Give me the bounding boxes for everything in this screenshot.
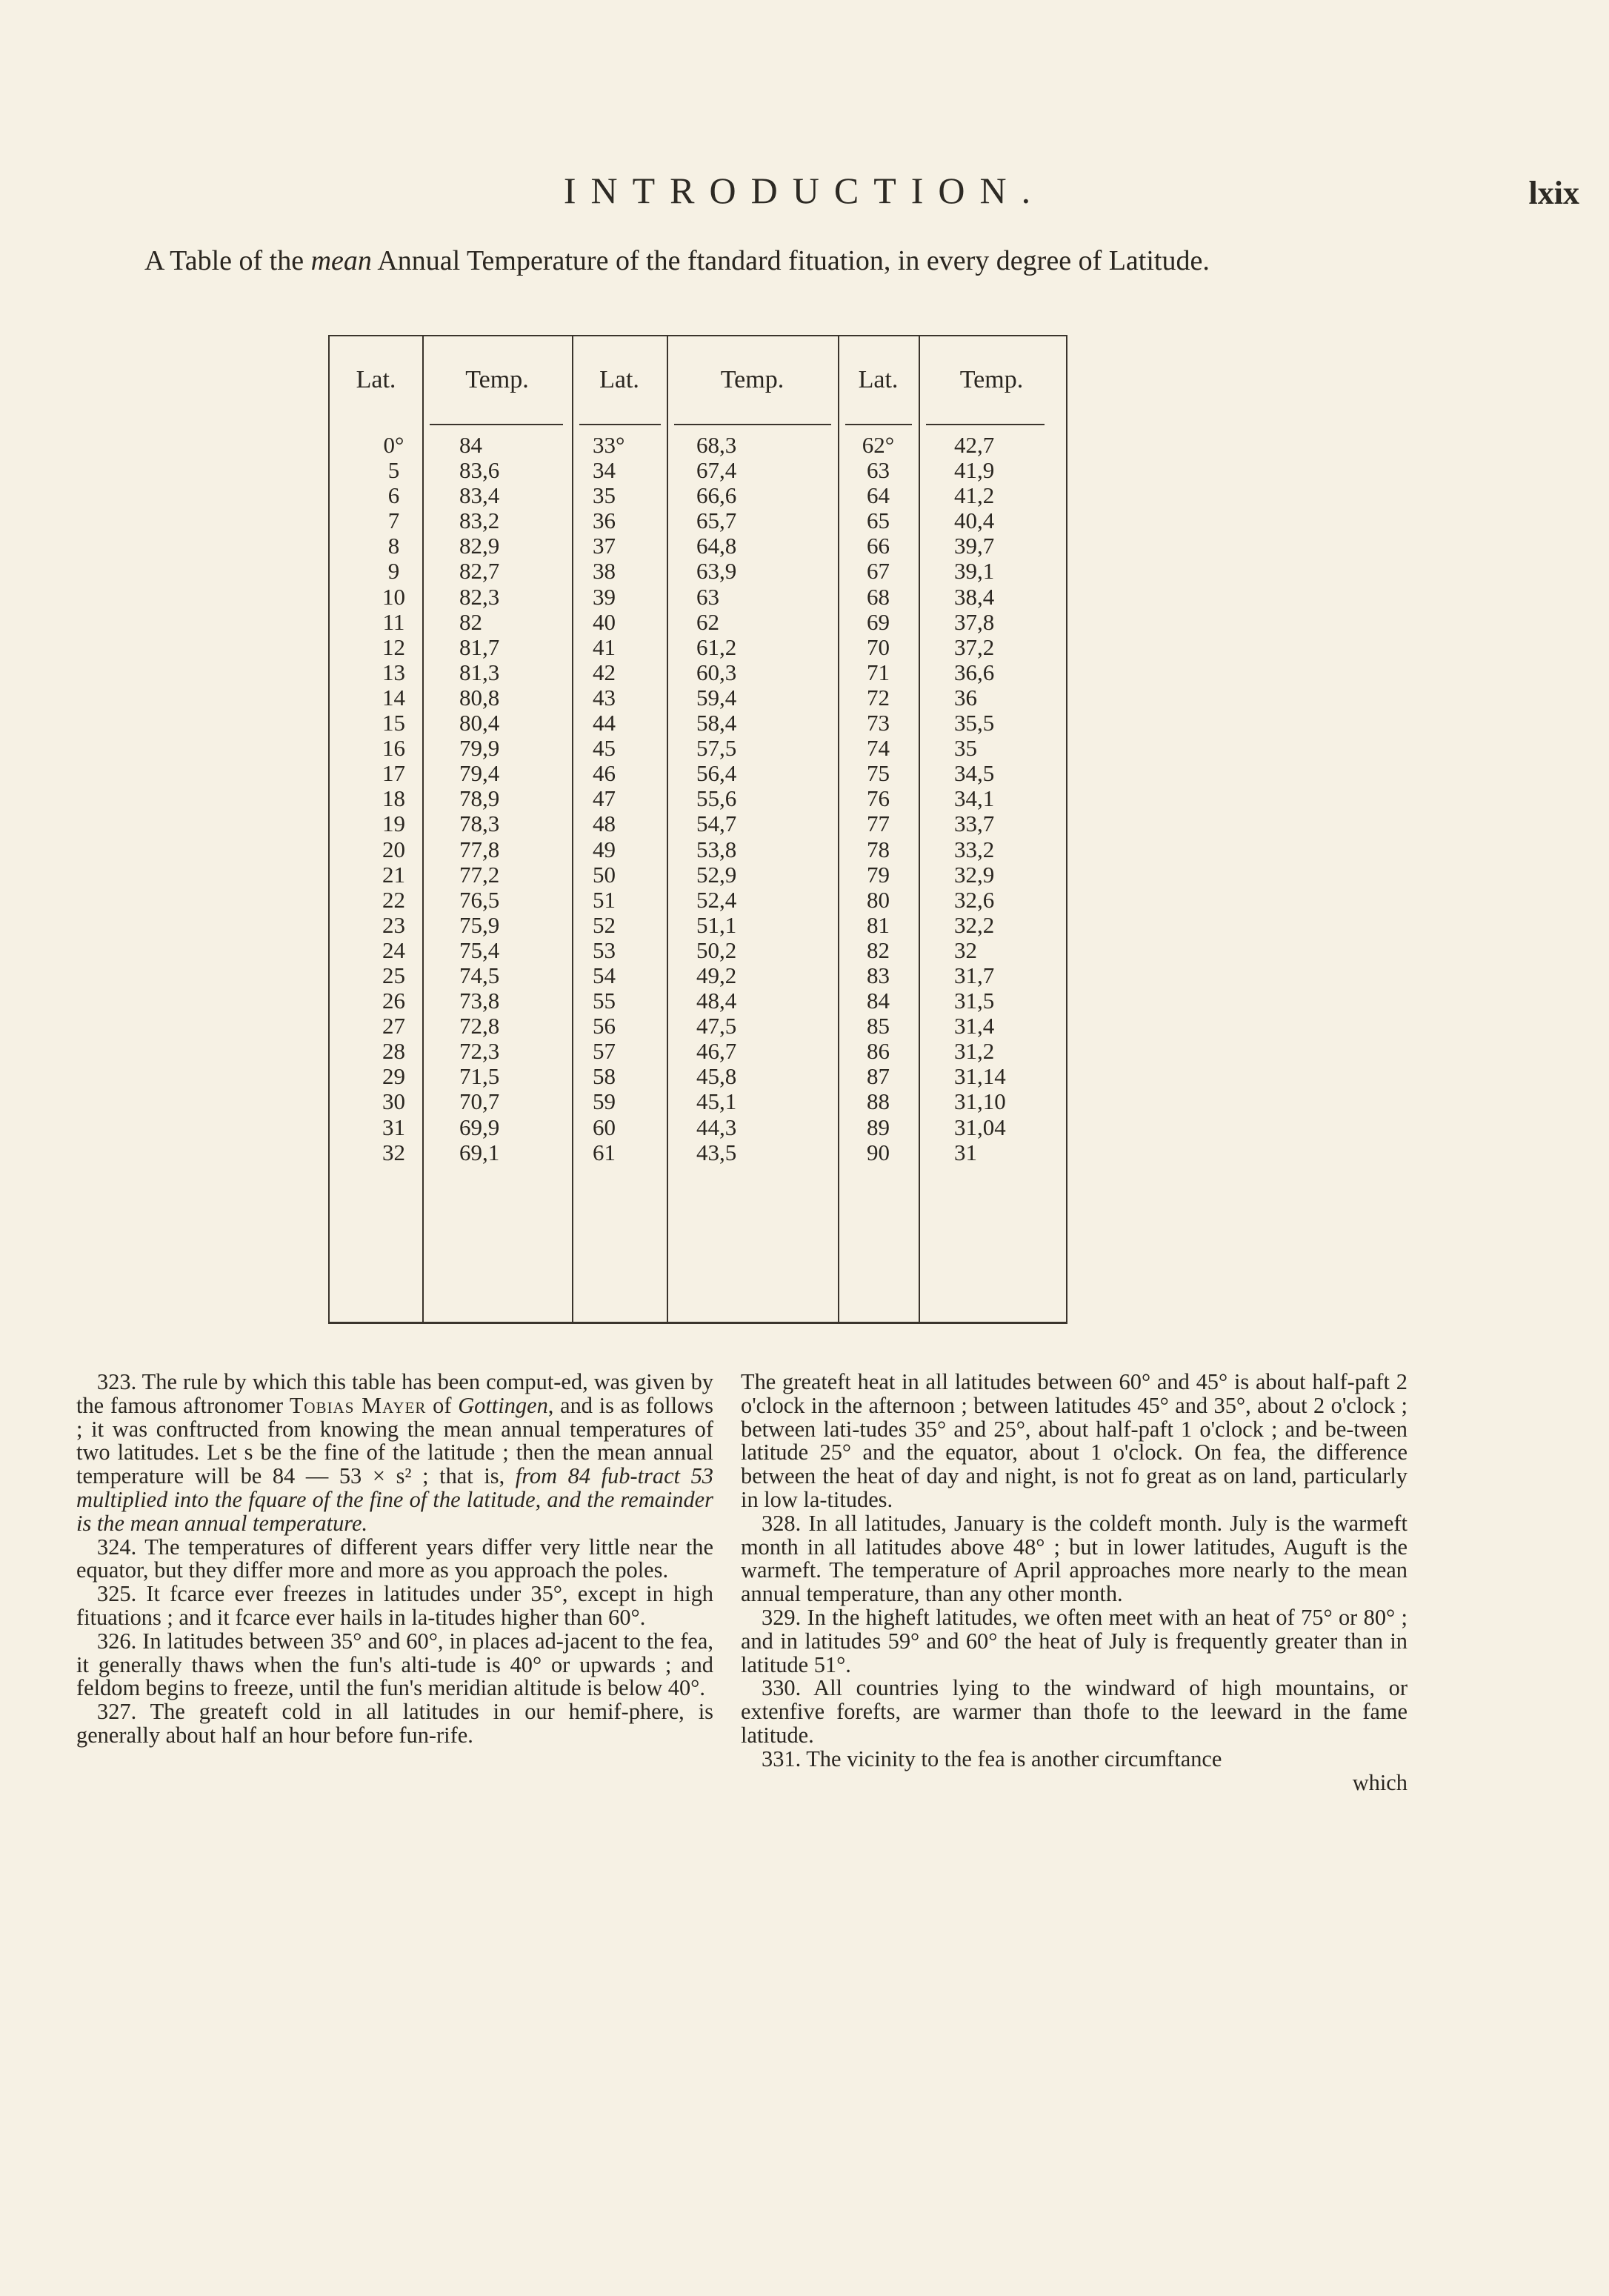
table-cell: 16 <box>382 735 405 762</box>
table-cell: 57 <box>593 1038 616 1065</box>
table-cell: 60,3 <box>696 659 737 685</box>
table-cell: 50,2 <box>696 936 737 963</box>
table-cell: 64,8 <box>696 533 737 559</box>
running-title: INTRODUCTION. <box>563 170 1046 211</box>
table-cell: 39,1 <box>954 558 995 585</box>
p323-place: Gottingen <box>458 1392 548 1418</box>
table-cell: 55 <box>593 988 616 1014</box>
table-cell: 37,2 <box>954 633 995 660</box>
table-cell: 83,6 <box>459 457 500 484</box>
lat-header: Lat. <box>356 366 396 393</box>
table-cell: 69,9 <box>459 1114 500 1140</box>
table-cell: 55,6 <box>696 785 737 812</box>
table-cell: 64 <box>867 482 890 509</box>
table-cell: 45,1 <box>696 1088 737 1115</box>
table-cell: 11 <box>382 608 405 635</box>
table-cell: 86 <box>867 1038 890 1065</box>
page-number: lxix <box>1528 175 1579 211</box>
table-cell: 30 <box>382 1088 405 1115</box>
table-cell: 36 <box>593 508 616 534</box>
table-cell: 25 <box>382 962 405 988</box>
table-cell: 31 <box>954 1139 977 1165</box>
table-cell: 44 <box>593 710 616 736</box>
table-cell: 32,2 <box>954 911 995 938</box>
table-cell: 36,6 <box>954 659 995 685</box>
table-cell: 31,5 <box>954 988 995 1014</box>
table-cell: 31,2 <box>954 1038 995 1065</box>
table-cell: 7 <box>387 508 400 534</box>
table-cell: 62° <box>862 432 895 458</box>
table-cell: 38,4 <box>954 583 995 610</box>
table-cell: 22 <box>382 886 405 913</box>
table-cell: 81,3 <box>459 659 500 685</box>
table-cell: 40,4 <box>954 508 995 534</box>
table-cell: 47 <box>593 785 616 812</box>
table-cell: 58 <box>593 1063 616 1090</box>
table-cell: 6 <box>387 482 400 509</box>
table-cell: 46 <box>593 760 616 787</box>
table-cell: 31,04 <box>954 1114 1006 1140</box>
paragraph-327: 327. The greateft cold in all latitudes in our hemif-phere, is generally about half an hour before fun-rife. <box>76 1699 713 1748</box>
table-cell: 66,6 <box>696 482 737 509</box>
text-column-right <box>741 1371 1408 1794</box>
paragraph-327-continued: The greateft heat in all latitudes between 60° and 45° is about half-paft 2 o'clock in the afternoon ; between latitudes 45° and 35°, about 2 o'clock ; between lati-tudes 35° and 25°, about half-paft 1 o'clock ; and be-tween latitude 25° and the equator, about 1 o'clock. On fea, the difference between the heat of day and night, is not fo great as on land, particularly in low la-titudes. <box>741 1369 1408 1512</box>
caption-text-2: Annual Temperature of the ftandard fituation, in every degree of Latitude. <box>377 245 1210 276</box>
table-cell: 56 <box>593 1013 616 1039</box>
temp-header: Temp. <box>959 366 1024 393</box>
table-cell: 59,4 <box>696 684 737 711</box>
table-cell: 73,8 <box>459 988 500 1014</box>
table-cell: 15 <box>382 710 405 736</box>
table-cell: 90 <box>867 1139 890 1165</box>
table-cell: 9 <box>387 558 400 585</box>
temp-header: Temp. <box>720 366 784 393</box>
p323-rule: from 84 fub-tract 53 multiplied into the fquare of the fine of the latitude, and the remainder is the mean annual temperature. <box>76 1463 713 1536</box>
temp-column-2 <box>667 336 838 1322</box>
table-cell: 49 <box>593 836 616 862</box>
table-cell: 33,7 <box>954 811 995 837</box>
table-cell: 79 <box>867 861 890 888</box>
table-cell: 73 <box>867 710 890 736</box>
table-cell: 31 <box>382 1114 405 1140</box>
lat-header: Lat. <box>858 366 899 393</box>
table-cell: 72,8 <box>459 1013 500 1039</box>
table-cell: 80,4 <box>459 710 500 736</box>
table-cell: 69 <box>867 608 890 635</box>
table-cell: 84 <box>459 432 482 458</box>
table-cell: 41 <box>593 633 616 660</box>
p323-name: Tobias Mayer <box>289 1392 427 1418</box>
paragraph-331: 331. The vicinity to the fea is another circumftance <box>762 1746 1222 1771</box>
table-cell: 51 <box>593 886 616 913</box>
table-cell: 63 <box>696 583 719 610</box>
lat-column-2 <box>572 336 667 1322</box>
table-cell: 52,4 <box>696 886 737 913</box>
table-cell: 82,3 <box>459 583 500 610</box>
table-cell: 89 <box>867 1114 890 1140</box>
table-cell: 35 <box>593 482 616 509</box>
table-cell: 65,7 <box>696 508 737 534</box>
table-cell: 87 <box>867 1063 890 1090</box>
table-cell: 39,7 <box>954 533 995 559</box>
table-cell: 74 <box>867 735 890 762</box>
table-cell: 74,5 <box>459 962 500 988</box>
table-cell: 45 <box>593 735 616 762</box>
table-cell: 32 <box>954 936 977 963</box>
table-cell: 71,5 <box>459 1063 500 1090</box>
table-cell: 68,3 <box>696 432 737 458</box>
table-cell: 67 <box>867 558 890 585</box>
temperature-table <box>328 335 1067 1324</box>
table-cell: 31,14 <box>954 1063 1006 1090</box>
table-cell: 57,5 <box>696 735 737 762</box>
table-cell: 70,7 <box>459 1088 500 1115</box>
table-cell: 82 <box>867 936 890 963</box>
table-cell: 26 <box>382 988 405 1014</box>
table-cell: 81 <box>867 911 890 938</box>
table-cell: 63,9 <box>696 558 737 585</box>
table-cell: 34,5 <box>954 760 995 787</box>
table-cell: 37,8 <box>954 608 995 635</box>
table-cell: 27 <box>382 1013 405 1039</box>
table-cell: 53,8 <box>696 836 737 862</box>
table-cell: 59 <box>593 1088 616 1115</box>
table-cell: 83 <box>867 962 890 988</box>
table-cell: 29 <box>382 1063 405 1090</box>
table-cell: 62 <box>696 608 719 635</box>
table-cell: 18 <box>382 785 405 812</box>
table-cell: 88 <box>867 1088 890 1115</box>
table-cell: 46,7 <box>696 1038 737 1065</box>
table-cell: 43 <box>593 684 616 711</box>
table-cell: 42 <box>593 659 616 685</box>
text-column-left <box>76 1371 713 1748</box>
paragraph-324: 324. The temperatures of different years differ very little near the equator, but they differ more and more as you approach the poles. <box>76 1534 713 1583</box>
table-cell: 0° <box>383 432 404 458</box>
table-cell: 68 <box>867 583 890 610</box>
table-cell: 82,9 <box>459 533 500 559</box>
table-cell: 43,5 <box>696 1139 737 1165</box>
table-cell: 23 <box>382 911 405 938</box>
table-cell: 41,2 <box>954 482 995 509</box>
p323-text: , and is as follows ; it was conftructed from knowing the mean annual temperatures of two latitudes. Let s be the fine of the latitude ; then the mean annual temperature will be 84 — 53 × s² ; that is, <box>76 1392 713 1489</box>
table-cell: 75 <box>867 760 890 787</box>
paragraph-329: 329. In the higheft latitudes, we often meet with an heat of 75° or 80° ; and in latitudes 59° and 60° the heat of July is frequently greater than in latitude 51°. <box>741 1604 1408 1677</box>
table-cell: 51,1 <box>696 911 737 938</box>
table-cell: 54 <box>593 962 616 988</box>
temp-column-3 <box>919 336 1065 1322</box>
table-cell: 83,2 <box>459 508 500 534</box>
table-cell: 8 <box>387 533 400 559</box>
table-cell: 48 <box>593 811 616 837</box>
table-cell: 75,4 <box>459 936 500 963</box>
paragraph-325: 325. It fcarce ever freezes in latitudes under 35°, except in high fituations ; and it fcarce ever hails in la-titudes higher than 60°. <box>76 1581 713 1630</box>
table-cell: 12 <box>382 633 405 660</box>
table-cell: 65 <box>867 508 890 534</box>
table-cell: 10 <box>382 583 405 610</box>
table-cell: 58,4 <box>696 710 737 736</box>
p323-text: of <box>426 1392 459 1418</box>
temp-header: Temp. <box>465 366 529 393</box>
table-cell: 53 <box>593 936 616 963</box>
table-cell: 80 <box>867 886 890 913</box>
table-cell: 82 <box>459 608 482 635</box>
table-cell: 32,6 <box>954 886 995 913</box>
table-cell: 14 <box>382 684 405 711</box>
table-cell: 45,8 <box>696 1063 737 1090</box>
table-cell: 79,4 <box>459 760 500 787</box>
table-cell: 78,3 <box>459 811 500 837</box>
temp-column-1 <box>422 336 572 1322</box>
table-cell: 56,4 <box>696 760 737 787</box>
table-cell: 39 <box>593 583 616 610</box>
table-cell: 78 <box>867 836 890 862</box>
table-cell: 31,7 <box>954 962 995 988</box>
table-cell: 80,8 <box>459 684 500 711</box>
table-cell: 38 <box>593 558 616 585</box>
table-cell: 52 <box>593 911 616 938</box>
table-cell: 33,2 <box>954 836 995 862</box>
table-cell: 31,4 <box>954 1013 995 1039</box>
table-cell: 31,10 <box>954 1088 1006 1115</box>
table-cell: 61,2 <box>696 633 737 660</box>
table-cell: 19 <box>382 811 405 837</box>
table-cell: 20 <box>382 836 405 862</box>
table-cell: 72,3 <box>459 1038 500 1065</box>
table-cell: 50 <box>593 861 616 888</box>
table-cell: 47,5 <box>696 1013 737 1039</box>
table-cell: 79,9 <box>459 735 500 762</box>
table-cell: 13 <box>382 659 405 685</box>
table-caption <box>144 244 1210 277</box>
table-cell: 41,9 <box>954 457 995 484</box>
table-cell: 75,9 <box>459 911 500 938</box>
table-cell: 71 <box>867 659 890 685</box>
table-cell: 37 <box>593 533 616 559</box>
table-cell: 60 <box>593 1114 616 1140</box>
table-cell: 69,1 <box>459 1139 500 1165</box>
table-cell: 81,7 <box>459 633 500 660</box>
table-cell: 32 <box>382 1139 405 1165</box>
paragraph-323 <box>76 1371 713 1536</box>
table-cell: 76,5 <box>459 886 500 913</box>
catchword: which <box>1352 1769 1408 1795</box>
table-cell: 44,3 <box>696 1114 737 1140</box>
table-cell: 24 <box>382 936 405 963</box>
table-cell: 36 <box>954 684 977 711</box>
table-cell: 28 <box>382 1038 405 1065</box>
table-cell: 34 <box>593 457 616 484</box>
table-cell: 78,9 <box>459 785 500 812</box>
table-cell: 83,4 <box>459 482 500 509</box>
lat-column-1 <box>330 336 422 1322</box>
lat-header: Lat. <box>599 366 639 393</box>
table-cell: 35,5 <box>954 710 995 736</box>
table-cell: 66 <box>867 533 890 559</box>
p323-text: 323. The rule by which this table has been comput-ed, was given by the famous aftronomer <box>76 1369 713 1418</box>
lat-column-3 <box>838 336 919 1322</box>
caption-italic: mean <box>310 245 372 276</box>
caption-text-1: A Table of the <box>144 245 304 276</box>
table-cell: 61 <box>593 1139 616 1165</box>
table-cell: 76 <box>867 785 890 812</box>
table-cell: 21 <box>382 861 405 888</box>
table-cell: 77 <box>867 811 890 837</box>
table-cell: 49,2 <box>696 962 737 988</box>
table-cell: 77,8 <box>459 836 500 862</box>
table-cell: 84 <box>867 988 890 1014</box>
table-cell: 54,7 <box>696 811 737 837</box>
paragraph-328: 328. In all latitudes, January is the coldeft month. July is the warmeft month in all latitudes above 48° ; but in lower latitudes, Auguft is the warmeft. The temperature of April approaches more nearly to the mean annual temperature, than any other month. <box>741 1510 1408 1607</box>
table-cell: 72 <box>867 684 890 711</box>
table-cell: 42,7 <box>954 432 995 458</box>
table-cell: 5 <box>387 457 400 484</box>
table-cell: 77,2 <box>459 861 500 888</box>
table-cell: 67,4 <box>696 457 737 484</box>
table-cell: 35 <box>954 735 977 762</box>
table-cell: 40 <box>593 608 616 635</box>
table-cell: 48,4 <box>696 988 737 1014</box>
paragraph-326: 326. In latitudes between 35° and 60°, in places ad-jacent to the fea, it generally thaws when the fun's alti-tude is 40° or upwards ; and feldom begins to freeze, until the fun's meridian altitude is below 40°. <box>76 1628 713 1701</box>
table-cell: 34,1 <box>954 785 995 812</box>
table-cell: 33° <box>593 432 625 458</box>
table-cell: 52,9 <box>696 861 737 888</box>
table-cell: 32,9 <box>954 861 995 888</box>
table-cell: 63 <box>867 457 890 484</box>
table-cell: 82,7 <box>459 558 500 585</box>
table-cell: 85 <box>867 1013 890 1039</box>
table-cell: 70 <box>867 633 890 660</box>
paragraph-330: 330. All countries lying to the windward of high mountains, or extenfive forefts, are warmer than thofe to the leeward in the fame latitude. <box>741 1675 1408 1748</box>
table-cell: 17 <box>382 760 405 787</box>
